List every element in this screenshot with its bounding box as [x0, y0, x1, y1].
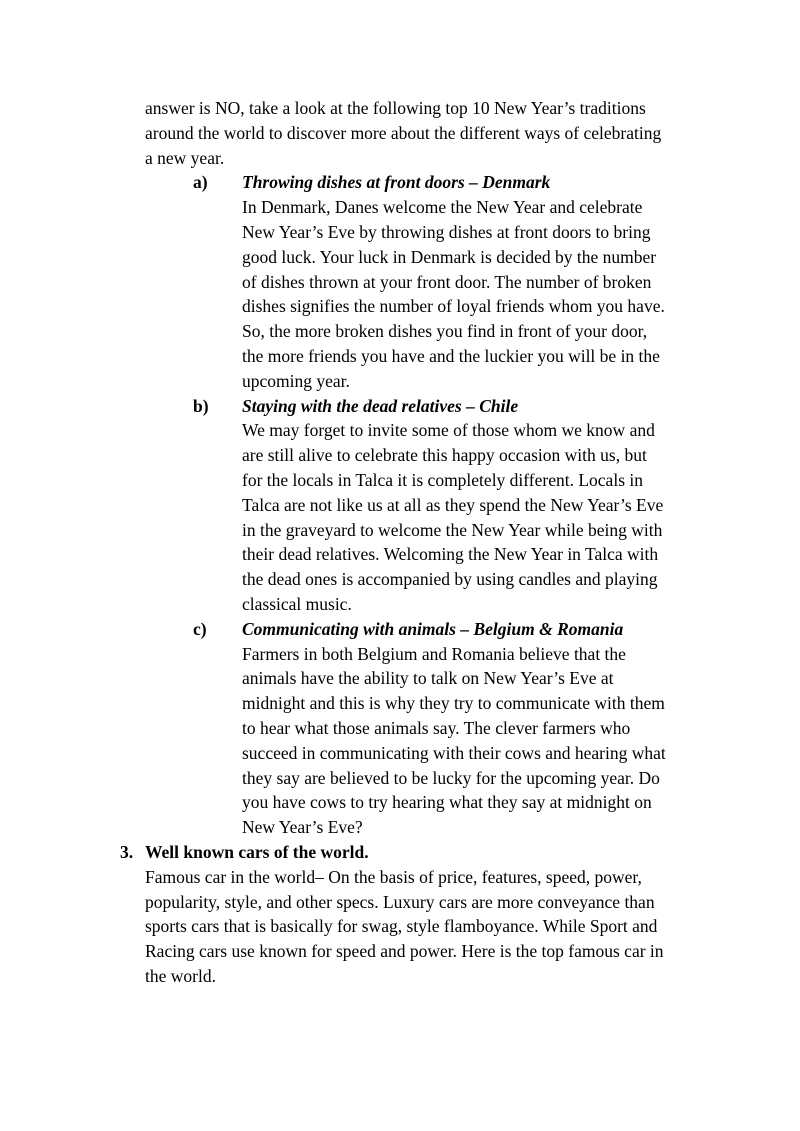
item-line: the more friends you have and the luckier you will be in the	[242, 345, 660, 366]
item-line: in the graveyard to welcome the New Year while being with	[242, 519, 663, 540]
item-line: their dead relatives. Welcoming the New Year in Talca with	[242, 544, 659, 565]
section-line: sports cars that is basically for swag, style flamboyance. While Sport and	[145, 916, 658, 937]
list-item-chile	[242, 394, 663, 617]
section-line: the world.	[145, 965, 216, 986]
item-line: We may forget to invite some of those whom we know and	[242, 420, 655, 441]
list-marker-b: b)	[193, 395, 209, 416]
list-marker-a: a)	[193, 172, 208, 193]
item-heading: Throwing dishes at front doors – Denmark	[242, 172, 551, 193]
section-line: Famous car in the world– On the basis of price, features, speed, power,	[145, 866, 642, 887]
item-line: dishes signifies the number of loyal friends whom you have.	[242, 296, 665, 317]
item-line: New Year’s Eve by throwing dishes at front doors to bring	[242, 221, 651, 242]
section-line: Racing cars use known for speed and power. Here is the top famous car in	[145, 941, 664, 962]
section-number: 3.	[120, 842, 134, 862]
list-item-denmark	[242, 170, 665, 393]
item-line: you have cows to try hearing what they say at midnight on	[242, 792, 652, 813]
item-line: In Denmark, Danes welcome the New Year and celebrate	[242, 197, 643, 218]
item-line: Talca are not like us at all as they spend the New Year’s Eve	[242, 494, 664, 515]
item-line: are still alive to celebrate this happy occasion with us, but	[242, 445, 647, 466]
section-cars	[145, 840, 664, 989]
item-heading: Staying with the dead relatives – Chile	[242, 395, 519, 416]
item-line: to hear what those animals say. The clever farmers who	[242, 717, 631, 738]
item-line: New Year’s Eve?	[242, 817, 363, 838]
section-line: popularity, style, and other specs. Luxury cars are more conveyance than	[145, 891, 655, 912]
intro-line: around the world to discover more about the different ways of celebrating	[145, 122, 662, 143]
list-item-belgium-romania	[242, 617, 666, 840]
item-line: classical music.	[242, 593, 352, 614]
item-line: midnight and this is why they try to communicate with them	[242, 693, 665, 714]
item-line: Farmers in both Belgium and Romania believe that the	[242, 643, 626, 664]
section-heading: Well known cars of the world.	[145, 842, 369, 862]
list-marker-c: c)	[193, 618, 207, 639]
item-line: animals have the ability to talk on New Year’s Eve at	[242, 668, 614, 689]
intro-paragraph	[145, 96, 661, 170]
item-line: good luck. Your luck in Denmark is decided by the number	[242, 246, 657, 267]
intro-line: a new year.	[145, 147, 225, 168]
item-line: upcoming year.	[242, 370, 350, 391]
intro-line: answer is NO, take a look at the following top 10 New Year’s traditions	[145, 98, 646, 118]
item-line: they say are believed to be lucky for the upcoming year. Do	[242, 767, 660, 788]
item-line: So, the more broken dishes you find in front of your door,	[242, 321, 648, 342]
item-line: of dishes thrown at your front door. The number of broken	[242, 271, 652, 292]
item-line: for the locals in Talca it is completely different. Locals in	[242, 469, 643, 490]
item-line: succeed in communicating with their cows and hearing what	[242, 742, 666, 763]
item-line: the dead ones is accompanied by using candles and playing	[242, 569, 658, 590]
item-heading: Communicating with animals – Belgium & Romania	[242, 618, 624, 639]
